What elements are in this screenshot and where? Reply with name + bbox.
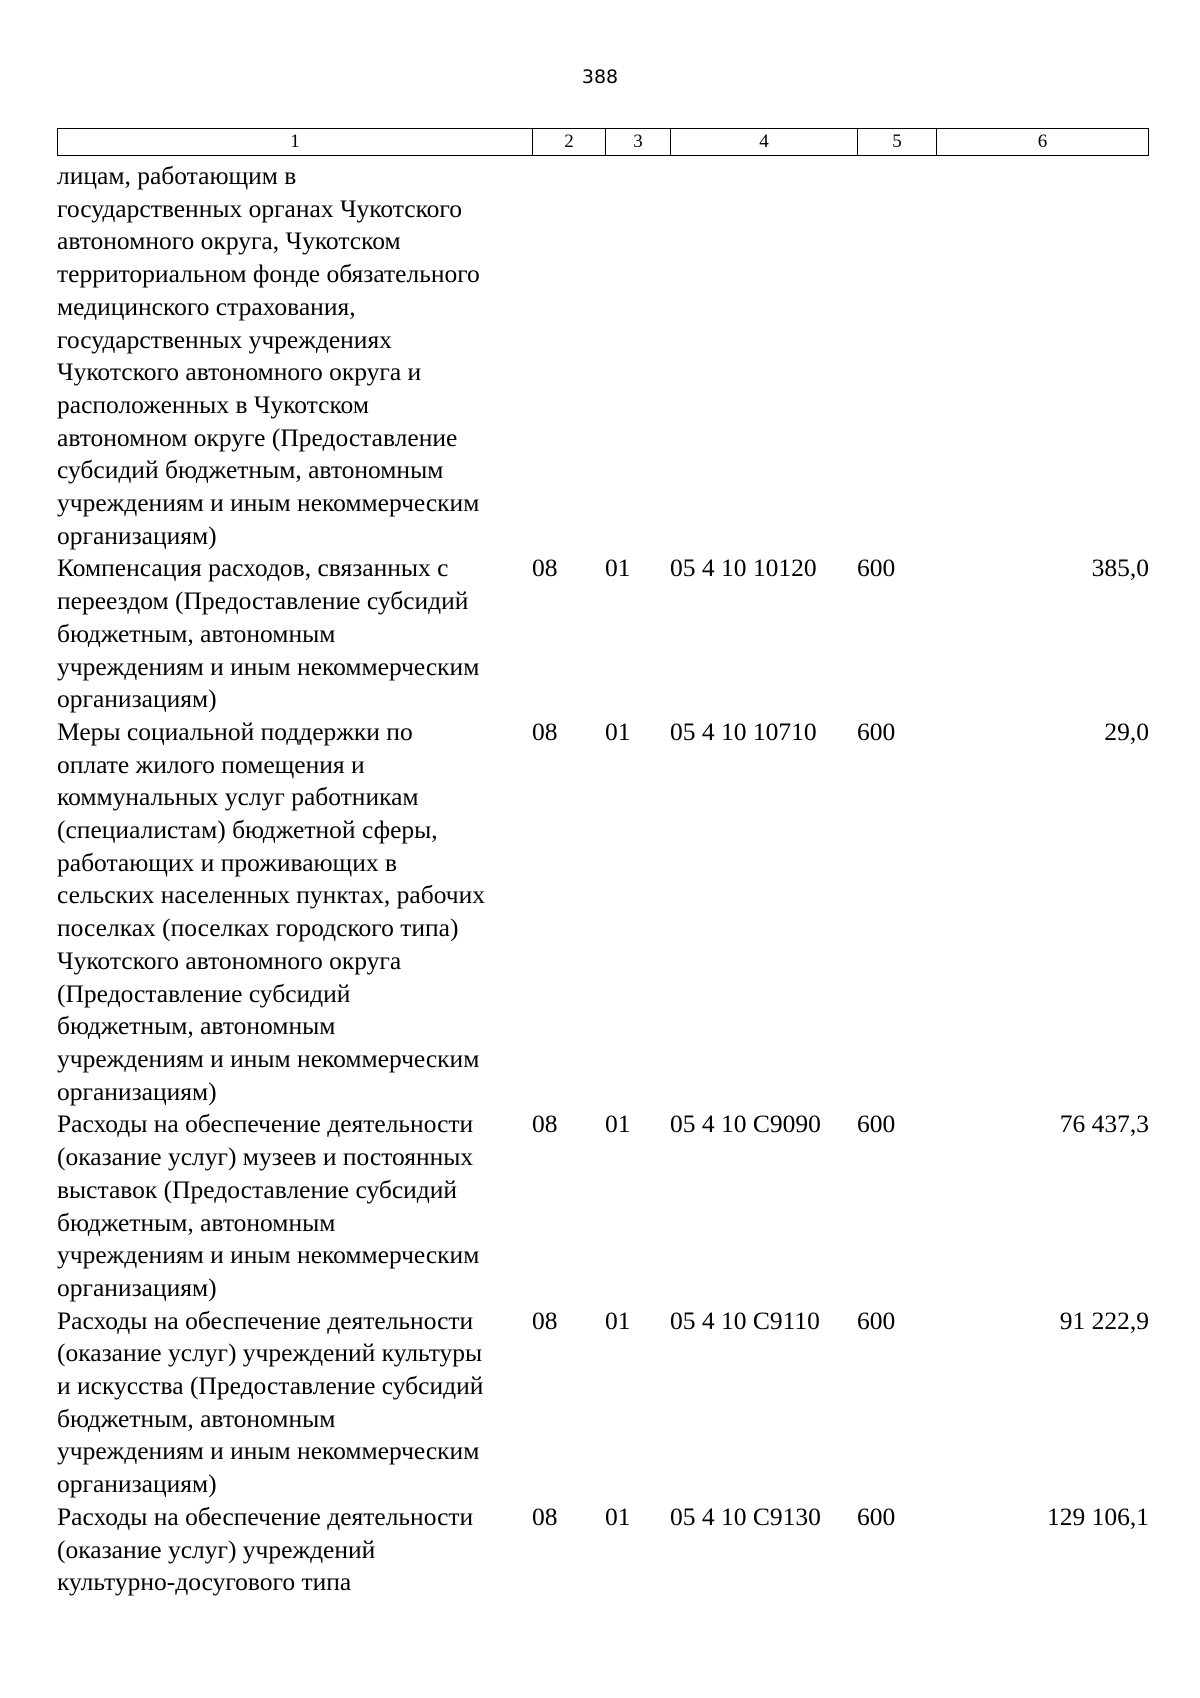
description-line: территориальном фонде обязательного — [57, 259, 480, 289]
row-amount: 29,0 — [1104, 716, 1149, 746]
description-line: Меры социальной поддержки по — [57, 716, 413, 746]
description-line: бюджетным, автономным — [57, 1011, 336, 1041]
row-description — [57, 1501, 532, 1599]
description-line: и искусства (Предоставление субсидий — [57, 1371, 484, 1401]
header-col-6: 6 — [1037, 131, 1048, 152]
description-line: организациям) — [57, 1469, 217, 1499]
table-row — [57, 160, 1149, 552]
row-target-article: 05 4 10 10710 — [670, 716, 817, 746]
table-row — [57, 1501, 1149, 1599]
description-line: коммунальных услуг работникам — [57, 782, 419, 812]
row-section-code: 08 — [532, 716, 558, 746]
row-subsection-code: 01 — [605, 716, 631, 746]
row-description — [57, 1108, 532, 1304]
row-target-article: 05 4 10 С9110 — [670, 1305, 820, 1335]
row-subsection-code: 01 — [605, 553, 631, 583]
description-line: расположенных в Чукотском — [57, 389, 369, 419]
page-number: 388 — [581, 66, 619, 88]
description-line: оплате жилого помещения и — [57, 749, 365, 779]
description-line: Компенсация расходов, связанных с — [57, 553, 449, 583]
description-line: выставок (Предоставление субсидий — [57, 1174, 458, 1204]
description-line: сельских населенных пунктах, рабочих — [57, 880, 486, 910]
description-line: учреждениям и иным некоммерческим — [57, 1043, 480, 1073]
table-row — [57, 716, 1149, 1108]
description-line: (специалистам) бюджетной сферы, — [57, 815, 438, 845]
table-row — [57, 1108, 1149, 1304]
description-line: (оказание услуг) учреждений — [57, 1534, 376, 1564]
description-line: государственных учреждениях — [57, 324, 392, 354]
description-line: организациям) — [57, 1076, 217, 1106]
row-subsection-code: 01 — [605, 1109, 631, 1139]
row-section-code: 08 — [532, 1305, 558, 1335]
row-amount: 129 106,1 — [1047, 1501, 1149, 1531]
row-expense-type: 600 — [857, 553, 896, 583]
description-line: Чукотского автономного округа и — [57, 357, 422, 387]
description-line: учреждениям и иным некоммерческим — [57, 651, 480, 681]
row-amount: 76 437,3 — [1059, 1109, 1149, 1139]
description-line: организациям) — [57, 684, 217, 714]
row-section-code: 08 — [532, 1109, 558, 1139]
description-line: учреждениям и иным некоммерческим — [57, 1240, 480, 1270]
description-line: государственных органах Чукотского — [57, 193, 462, 223]
table-row — [57, 1305, 1149, 1501]
row-expense-type: 600 — [857, 1501, 896, 1531]
row-amount: 385,0 — [1091, 553, 1149, 583]
description-line: лицам, работающим в — [57, 161, 297, 190]
description-line: переездом (Предоставление субсидий — [57, 586, 469, 616]
description-line: автономного округа, Чукотском — [57, 226, 401, 256]
description-line: организациям) — [57, 520, 217, 550]
description-line: Расходы на обеспечение деятельности — [57, 1305, 474, 1335]
row-section-code: 08 — [532, 553, 558, 583]
row-section-code: 08 — [532, 1501, 558, 1531]
description-line: учреждениям и иным некоммерческим — [57, 1436, 480, 1466]
description-line: бюджетным, автономным — [57, 618, 336, 648]
row-expense-type: 600 — [857, 1109, 896, 1139]
header-col-3: 3 — [606, 129, 671, 155]
description-line: (оказание услуг) музеев и постоянных — [57, 1142, 474, 1172]
description-line: поселках (поселках городского типа) — [57, 913, 459, 943]
description-line: организациям) — [57, 1272, 217, 1302]
description-line: культурно-досугового типа — [57, 1567, 352, 1597]
table-header-row — [57, 128, 1149, 156]
description-line: Расходы на обеспечение деятельности — [57, 1501, 474, 1531]
row-description — [57, 160, 532, 552]
header-col-4: 4 — [671, 129, 858, 155]
row-subsection-code: 01 — [605, 1501, 631, 1531]
description-line: Чукотского автономного округа — [57, 945, 402, 975]
row-description — [57, 552, 532, 716]
description-line: учреждениям и иным некоммерческим — [57, 488, 480, 518]
header-col-5: 5 — [858, 129, 937, 155]
row-description — [57, 1305, 532, 1501]
row-target-article: 05 4 10 С9090 — [670, 1109, 821, 1139]
header-col-1: 1 — [58, 129, 533, 155]
row-description — [57, 716, 532, 1108]
row-target-article: 05 4 10 10120 — [670, 553, 817, 583]
description-line: бюджетным, автономным — [57, 1207, 336, 1237]
description-line: медицинского страхования, — [57, 291, 356, 321]
description-line: бюджетным, автономным — [57, 1403, 336, 1433]
description-line: автономном округе (Предоставление — [57, 422, 458, 452]
row-amount: 91 222,9 — [1059, 1305, 1149, 1335]
row-expense-type: 600 — [857, 1305, 896, 1335]
row-expense-type: 600 — [857, 716, 896, 746]
description-line: Расходы на обеспечение деятельности — [57, 1109, 474, 1139]
description-line: (Предоставление субсидий — [57, 978, 351, 1008]
header-col-2: 2 — [533, 129, 606, 155]
table-body — [57, 160, 1149, 1599]
row-target-article: 05 4 10 С9130 — [670, 1501, 821, 1531]
description-line: работающих и проживающих в — [57, 847, 398, 877]
table-row — [57, 552, 1149, 716]
row-subsection-code: 01 — [605, 1305, 631, 1335]
description-line: (оказание услуг) учреждений культуры — [57, 1338, 483, 1368]
description-line: субсидий бюджетным, автономным — [57, 455, 444, 485]
